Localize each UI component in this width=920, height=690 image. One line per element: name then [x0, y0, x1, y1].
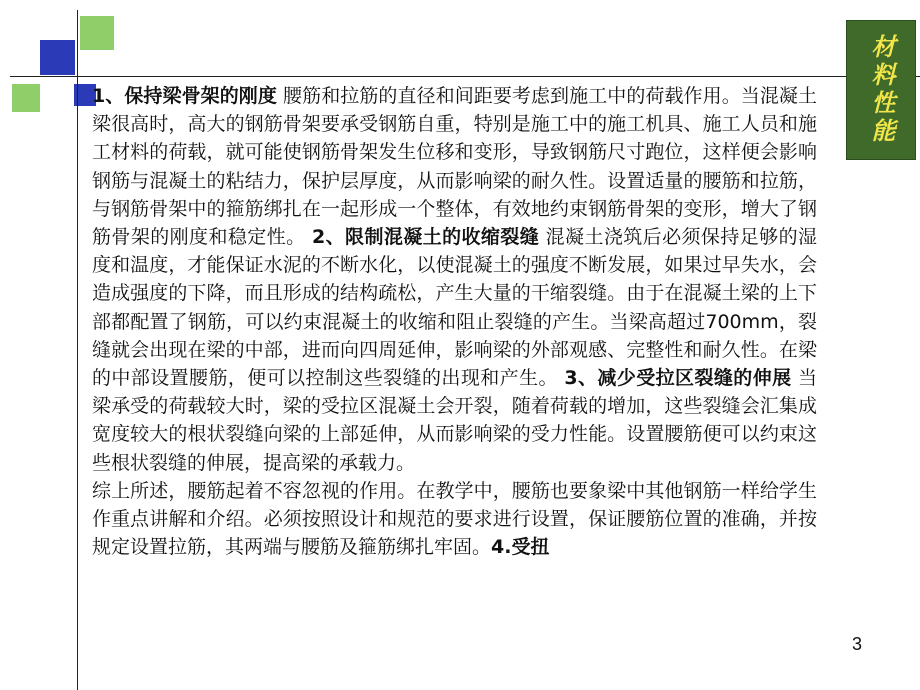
text-run: 混凝土浇筑后必须保持足够的湿度和温度，才能保证水泥的不断水化，以使混凝土的强度不断发展，如果过早失水，会造成强度的下降，而且形成的结构疏松，产生大量的干缩裂缝。由于在混凝土梁的上下部都配置了钢筋，可以约束混凝土的收缩和阻止裂缝的产生。当梁高超过700mm，裂缝就会出现在梁的中部，进而向四周延伸，影响梁的外部观感、完整性和耐久性。在梁的中部设置腰筋，便可以控制这些裂缝的出现和产生。	[92, 226, 817, 390]
heading-run: 4.受扭	[491, 536, 550, 559]
page-number: 3	[852, 634, 863, 654]
decor-square-green-left	[12, 84, 40, 112]
decor-square-blue-large	[40, 40, 75, 75]
paragraph	[92, 82, 817, 477]
text-run: 当梁承受的荷载较大时，梁的受拉区混凝土会开裂，随着荷载的增加，这些裂缝会汇集成宽度较大的根状裂缝向梁的上部延伸，从而影响梁的受力性能。设置腰筋便可以约束这些根状裂缝的伸展，提高梁的承载力。	[92, 367, 817, 474]
section-banner	[846, 20, 916, 160]
decor-square-green-top	[80, 16, 114, 50]
decor-vertical-line	[77, 10, 78, 690]
paragraph	[92, 477, 817, 562]
section-banner-title: 材料性能	[867, 34, 896, 146]
decor-horizontal-line	[10, 76, 920, 77]
body-text	[92, 82, 817, 561]
text-run: 腰筋和拉筋的直径和间距要考虑到施工中的荷载作用。当混凝土梁很高时，高大的钢筋骨架要承受钢筋自重，特别是施工中的施工机具、施工人员和施工材料的荷载，就可能使钢筋骨架发生位移和变形，导致钢筋尺寸跑位，这样便会影响钢筋与混凝土的粘结力，保护层厚度，从而影响梁的耐久性。设置适量的腰筋和拉筋，与钢筋骨架中的箍筋绑扎在一起形成一个整体，有效地约束钢筋骨架的变形，增大了钢筋骨架的刚度和稳定性。	[92, 85, 817, 249]
heading-run: 3、减少受拉区裂缝的伸展	[564, 367, 792, 390]
text-run: 综上所述，腰筋起着不容忽视的作用。在教学中，腰筋也要象梁中其他钢筋一样给学生作重点讲解和介绍。必须按照设计和规范的要求进行设置，保证腰筋位置的准确，并按规定设置拉筋，其两端与腰筋及箍筋绑扎牢固。	[92, 479, 817, 559]
heading-run: 2、限制混凝土的收缩裂缝	[312, 226, 540, 249]
heading-run: 1、保持梁骨架的刚度	[92, 85, 277, 107]
